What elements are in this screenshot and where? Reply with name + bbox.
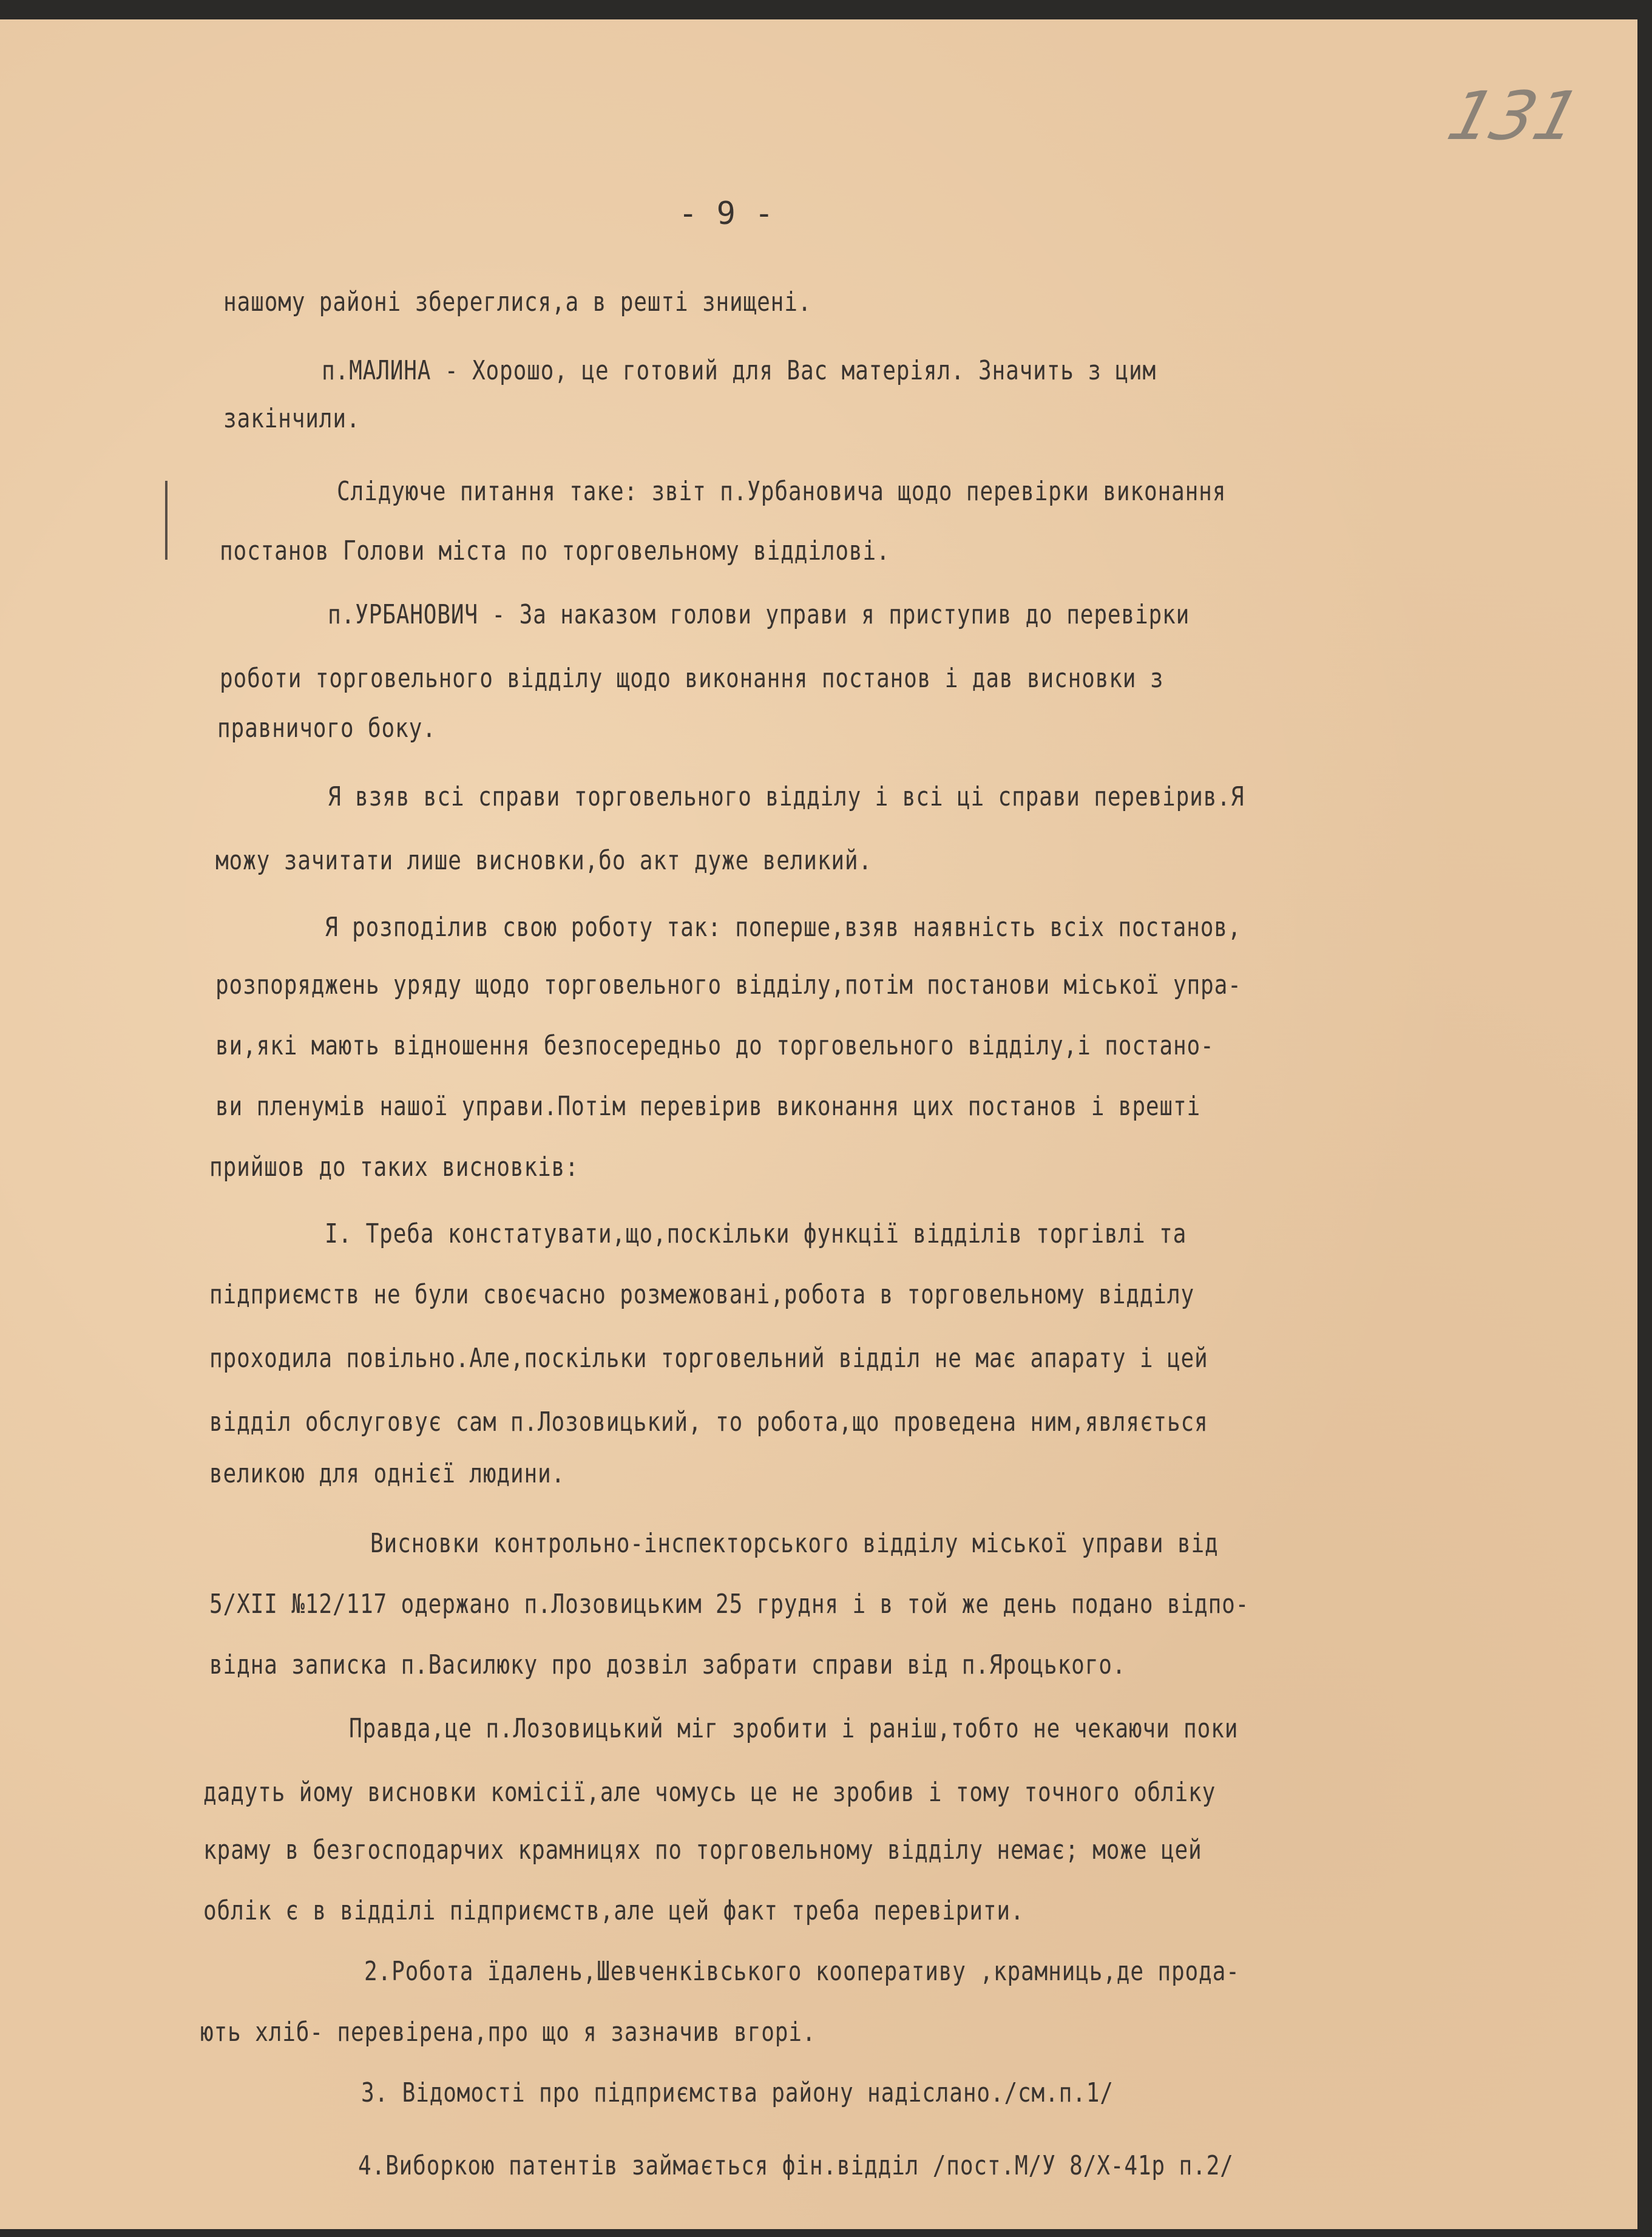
text-line: можу зачитати лише висновки,бо акт дуже великий. [215, 845, 873, 876]
text-line: 2.Робота їдалень,Шевченківського кооперативу ,крамниць,де прода- [364, 1956, 1240, 1987]
archive-folio-number: 131 [1440, 77, 1589, 155]
text-line: ви пленумів нашої управи.Потім перевірив виконання цих постанов і врешті [215, 1091, 1201, 1122]
text-line: 4.Виборкою патентів займається фін.відділ /пост.М/У 8/Х-41р п.2/ [358, 2150, 1234, 2181]
text-line: підприємств не були своєчасно розмежовані,робота в торговельному відділу [209, 1279, 1195, 1310]
text-line: п.МАЛИНА - Хорошо, це готовий для Вас матеріял. Значить з цим [322, 355, 1157, 386]
text-line: Правда,це п.Лозовицький міг зробити і раніш,тобто не чекаючи поки [349, 1713, 1239, 1744]
text-line: Я розподілив свою роботу так: поперше,взяв наявність всіх постанов, [325, 912, 1242, 943]
text-line: Висновки контрольно-інспекторського відділу міської управи від [370, 1528, 1219, 1559]
text-line: Слідуюче питання таке: звіт п.Урбановича щодо перевірки виконання [337, 476, 1227, 507]
text-line: роботи торговельного відділу щодо виконання постанов і дав висновки з [220, 663, 1164, 694]
text-line: постанов Голови міста по торговельному відділові. [220, 535, 890, 566]
margin-mark [165, 481, 168, 560]
text-line: ви,які мають відношення безпосередньо до торговельного відділу,і постано- [215, 1030, 1214, 1061]
text-line: І. Треба констатувати,що,поскільки функції відділів торгівлі та [325, 1218, 1187, 1249]
text-line: п.УРБАНОВИЧ - За наказом голови управи я приступив до перевірки [328, 599, 1190, 630]
text-line: нашому районі збереглися,а в решті знищені. [223, 287, 812, 317]
text-line: 3. Відомості про підприємства району надіслано./см.п.1/ [361, 2077, 1114, 2108]
text-line: відділ обслуговує сам п.Лозовицький, то робота,що проведена ним,являється [209, 1407, 1208, 1438]
text-line: 5/ХІІ №12/117 одержано п.Лозовицьким 25 грудня і в той же день подано відпо- [209, 1589, 1250, 1620]
text-line: прийшов до таких висновків: [209, 1152, 579, 1183]
document-page [0, 19, 1637, 2229]
text-line: великою для однієї людини. [209, 1458, 566, 1489]
text-line: проходила повільно.Але,поскільки торговельний відділ не має апарату і цей [209, 1343, 1208, 1374]
text-line: відна записка п.Василюку про дозвіл забрати справи від п.Яроцького. [209, 1649, 1126, 1680]
text-line: закінчили. [223, 403, 361, 434]
text-line: краму в безгосподарчих крамницях по торговельному відділу немає; може цей [203, 1835, 1202, 1865]
text-line: ють хліб- перевірена,про що я зазначив вгорі. [200, 2017, 816, 2048]
text-line: дадуть йому висновки комісії,але чомусь це не зробив і тому точного обліку [203, 1777, 1216, 1808]
text-line: правничого боку. [217, 713, 436, 744]
text-line: облік є в відділі підприємств,але цей факт треба перевірити. [203, 1895, 1024, 1926]
text-line: розпоряджень уряду щодо торговельного відділу,потім постанови міської упра- [215, 969, 1242, 1000]
page-number: - 9 - [679, 195, 774, 232]
text-line: Я взяв всі справи торговельного відділу і всі ці справи перевірив.Я [328, 781, 1245, 812]
